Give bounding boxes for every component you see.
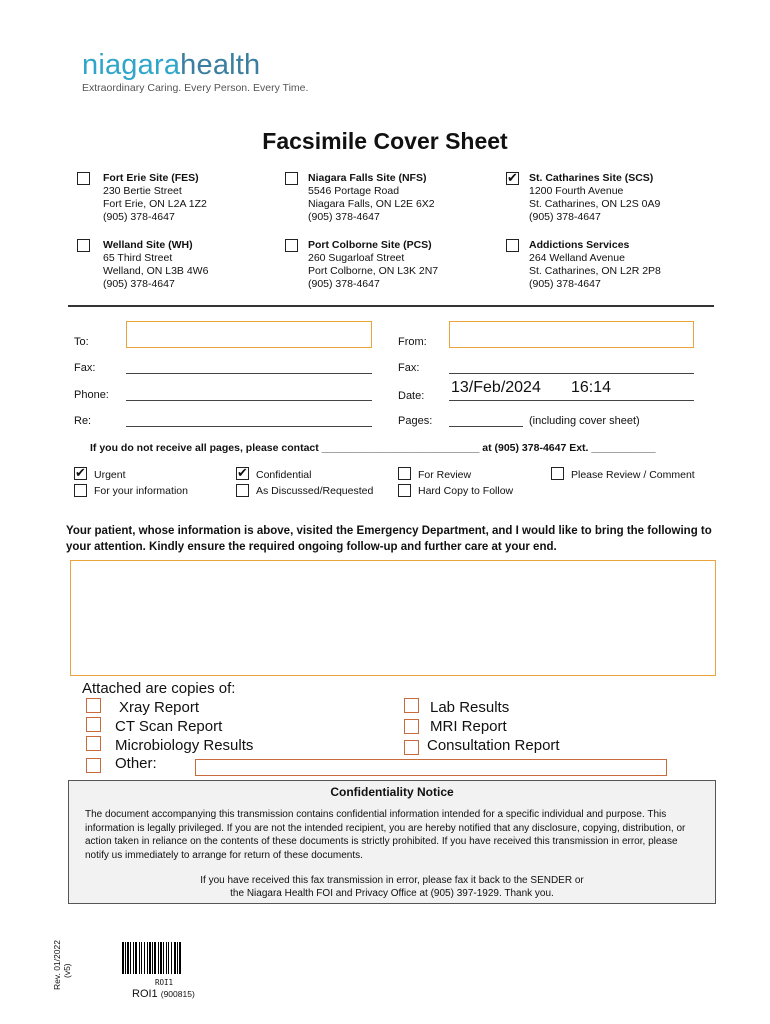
niagara-health-logo xyxy=(82,48,260,82)
barcode xyxy=(122,942,208,974)
site-scs xyxy=(529,172,660,224)
other-checkbox[interactable] xyxy=(86,758,101,773)
page-title: Facsimile Cover Sheet xyxy=(262,128,508,154)
to-fax-line[interactable] xyxy=(126,373,372,374)
phone-label: Phone: xyxy=(74,389,109,401)
mri-checkbox[interactable] xyxy=(404,719,419,734)
site-city: Fort Erie, ON L2A 1Z2 xyxy=(103,198,207,210)
re-label: Re: xyxy=(74,415,92,427)
notice-title: Confidentiality Notice xyxy=(330,785,454,799)
site-city: Niagara Falls, ON L2E 6X2 xyxy=(308,198,435,210)
revision-version: (v5) xyxy=(62,963,72,978)
site-city: Port Colborne, ON L3K 2N7 xyxy=(308,265,439,277)
ct-scan-checkbox[interactable] xyxy=(86,717,101,732)
for-review-checkbox[interactable] xyxy=(398,467,411,480)
site-phone: (905) 378-4647 xyxy=(529,278,601,290)
site-addictions xyxy=(529,239,661,291)
from-fax-line[interactable] xyxy=(449,373,694,374)
urgent-checkbox[interactable] xyxy=(74,467,87,480)
site-phone: (905) 378-4647 xyxy=(308,211,380,223)
notice-footer-line2: the Niagara Health FOI and Privacy Office at (905) 397-1929. Thank you. xyxy=(230,888,554,899)
re-line[interactable] xyxy=(126,426,372,427)
confidential-label: Confidential xyxy=(256,469,312,481)
urgent-label: Urgent xyxy=(94,469,126,481)
confidential-checkbox[interactable] xyxy=(236,467,249,480)
logo-part1: niagara xyxy=(82,49,181,81)
site-checkbox-nfs[interactable] xyxy=(285,172,298,185)
site-address: 230 Bertie Street xyxy=(103,185,182,197)
date-line xyxy=(449,400,694,401)
site-checkbox-scs[interactable] xyxy=(506,172,519,185)
to-field[interactable] xyxy=(126,321,372,348)
site-address: 264 Welland Avenue xyxy=(529,252,625,264)
microbiology-label: Microbiology Results xyxy=(115,737,254,754)
time-value[interactable]: 16:14 xyxy=(571,379,612,396)
form-code: ROI1 xyxy=(132,988,158,1000)
site-name: St. Catharines Site (SCS) xyxy=(529,172,654,184)
site-phone: (905) 378-4647 xyxy=(103,211,175,223)
revision-label xyxy=(52,940,72,990)
site-name: Fort Erie Site (FES) xyxy=(103,172,199,184)
from-field[interactable] xyxy=(449,321,694,348)
fax-label: Fax: xyxy=(74,362,96,374)
site-phone: (905) 378-4647 xyxy=(308,278,380,290)
site-phone: (905) 378-4647 xyxy=(103,278,175,290)
site-name: Port Colborne Site (PCS) xyxy=(308,239,432,251)
contact-instruction: If you do not receive all pages, please contact ___________________________ at (905) 378-4647 Ext. ___________ xyxy=(90,442,656,454)
site-name: Addictions Services xyxy=(529,239,630,251)
ct-scan-label: CT Scan Report xyxy=(115,718,223,735)
logo-part2: health xyxy=(180,49,261,81)
site-checkbox-wh[interactable] xyxy=(77,239,90,252)
site-city: St. Catharines, ON L2S 0A9 xyxy=(529,198,661,210)
pages-label: Pages: xyxy=(398,415,433,427)
to-label: To: xyxy=(74,336,89,348)
barcode-text: ROI1 xyxy=(155,978,174,987)
mri-label: MRI Report xyxy=(430,718,507,735)
section-divider xyxy=(68,305,714,307)
please-review-checkbox[interactable] xyxy=(551,467,564,480)
site-phone: (905) 378-4647 xyxy=(529,211,601,223)
pages-line[interactable] xyxy=(449,426,523,427)
site-address: 5546 Portage Road xyxy=(308,185,400,197)
as-discussed-label: As Discussed/Requested xyxy=(256,485,374,497)
site-checkbox-fes[interactable] xyxy=(77,172,90,185)
notes-textarea[interactable] xyxy=(70,560,716,676)
revision-date: Rev. 01/2022 xyxy=(52,940,62,990)
site-address: 1200 Fourth Avenue xyxy=(529,185,624,197)
date-label: Date: xyxy=(398,390,425,402)
attached-heading: Attached are copies of: xyxy=(82,680,236,697)
site-city: Welland, ON L3B 4W6 xyxy=(103,265,209,277)
hard-copy-label: Hard Copy to Follow xyxy=(418,485,514,497)
phone-line[interactable] xyxy=(126,400,372,401)
please-review-label: Please Review / Comment xyxy=(571,469,695,481)
site-city: St. Catharines, ON L2R 2P8 xyxy=(529,265,661,277)
site-address: 260 Sugarloaf Street xyxy=(308,252,405,264)
lab-results-label: Lab Results xyxy=(430,699,510,716)
other-label: Other: xyxy=(115,755,157,772)
logo-tagline: Extraordinary Caring. Every Person. Every Time. xyxy=(82,82,309,94)
other-field[interactable] xyxy=(195,759,667,776)
site-name: Welland Site (WH) xyxy=(103,239,193,251)
notice-body: The document accompanying this transmission contains confidential information intended for a specific individual and purpose. This information is legally privileged. If you are not the intended recipient, you are hereby notified that any disclosure, copying, distribution, or action taken in reliance on the contents of these documents is strictly prohibited. If you have received this transmission in error, please notify us immediately to arrange for return of these documents. xyxy=(85,809,686,861)
site-nfs xyxy=(308,172,435,224)
consultation-label: Consultation Report xyxy=(427,737,560,754)
fyi-checkbox[interactable] xyxy=(74,484,87,497)
fyi-label: For your information xyxy=(94,485,188,497)
message-text: Your patient, whose information is above, visited the Emergency Department, and I would like to bring the following to your attention. Kindly ensure the required ongoing follow-up and further care at your end. xyxy=(66,525,712,553)
microbiology-checkbox[interactable] xyxy=(86,736,101,751)
hard-copy-checkbox[interactable] xyxy=(398,484,411,497)
site-name: Niagara Falls Site (NFS) xyxy=(308,172,427,184)
as-discussed-checkbox[interactable] xyxy=(236,484,249,497)
notice-footer-line1: If you have received this fax transmission in error, please fax it back to the SENDER or xyxy=(200,875,584,886)
xray-label: Xray Report xyxy=(119,699,200,716)
notice-footer xyxy=(69,874,715,900)
site-wh xyxy=(103,239,208,291)
xray-checkbox[interactable] xyxy=(86,698,101,713)
form-number: (900815) xyxy=(160,989,195,999)
from-label: From: xyxy=(398,336,427,348)
from-fax-label: Fax: xyxy=(398,362,420,374)
site-address: 65 Third Street xyxy=(103,252,173,264)
site-checkbox-pcs[interactable] xyxy=(285,239,298,252)
site-fes xyxy=(103,172,207,224)
lab-results-checkbox[interactable] xyxy=(404,698,419,713)
site-checkbox-addictions[interactable] xyxy=(506,239,519,252)
pages-suffix: (including cover sheet) xyxy=(529,415,640,427)
for-review-label: For Review xyxy=(418,469,472,481)
site-pcs xyxy=(308,239,438,291)
confidentiality-notice xyxy=(68,780,716,904)
form-id xyxy=(132,988,195,1000)
date-value[interactable]: 13/Feb/2024 xyxy=(451,379,541,396)
consultation-checkbox[interactable] xyxy=(404,740,419,755)
